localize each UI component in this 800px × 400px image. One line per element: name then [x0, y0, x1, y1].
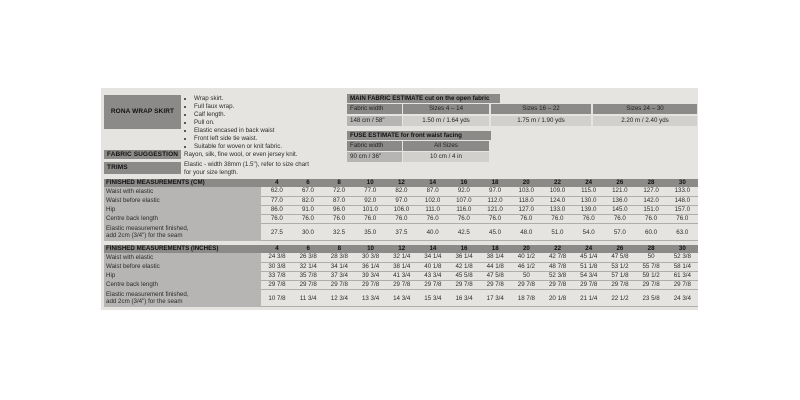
cm-value-cell: 121.0 — [604, 187, 635, 196]
in-value-cell: 58 1/4 — [667, 262, 698, 271]
in-elastic-cell: 10 7/8 — [261, 290, 292, 307]
in-size-header: 6 — [293, 245, 324, 253]
cm-size-header: 18 — [479, 179, 510, 187]
cm-value-cell: 151.0 — [635, 205, 666, 214]
trims-label — [104, 162, 181, 174]
in-value-cell: 38 1/4 — [480, 253, 511, 262]
cm-value-cell: 92.0 — [448, 187, 479, 196]
cm-value-cell: 115.0 — [573, 187, 604, 196]
cm-size-header: 22 — [542, 179, 573, 187]
cm-value-cell: 139.0 — [573, 205, 604, 214]
in-size-header: 10 — [355, 245, 386, 253]
fuse-title: FUSE ESTIMATE for front waist facing — [347, 131, 491, 140]
in-row-label: Waist before elastic — [104, 262, 261, 271]
cm-value-cell: 76.0 — [635, 215, 666, 224]
in-elastic-cell: 17 3/4 — [480, 290, 511, 307]
in-size-header: 20 — [511, 245, 542, 253]
table-row — [104, 253, 698, 262]
cm-elastic-cell: 30.0 — [292, 224, 323, 241]
cm-size-header: 26 — [604, 179, 635, 187]
cm-value-cell: 86.0 — [261, 205, 292, 214]
fabric-suggestion-text: Rayon, silk, fine wool, or even jersey knit. — [184, 151, 298, 158]
cm-value-cell: 76.0 — [292, 215, 323, 224]
main-fabric-width-value: 148 cm / 58" — [347, 116, 402, 126]
cm-value-cell: 97.0 — [479, 187, 510, 196]
in-value-cell: 55 7/8 — [636, 262, 667, 271]
in-value-cell: 29 7/8 — [667, 281, 698, 290]
cm-value-cell: 133.0 — [667, 187, 698, 196]
table-row — [104, 196, 698, 205]
cm-row-label: Waist with elastic — [104, 187, 261, 196]
cm-value-cell: 76.0 — [479, 215, 510, 224]
in-value-cell: 61 3/4 — [667, 271, 698, 280]
in-value-cell: 40 1/2 — [511, 253, 542, 262]
cm-value-cell: 106.0 — [386, 205, 417, 214]
in-size-header: 26 — [604, 245, 635, 253]
cm-value-cell: 124.0 — [542, 196, 573, 205]
size-group-2: Sizes 16 – 22 — [491, 104, 591, 114]
in-value-cell: 39 3/4 — [355, 271, 386, 280]
cm-value-cell: 101.0 — [355, 205, 386, 214]
cm-size-header: 4 — [261, 179, 292, 187]
cm-table-title: FINISHED MEASUREMENTS (CM) — [104, 179, 261, 187]
cm-elastic-cell: 51.0 — [542, 224, 573, 241]
in-value-cell: 28 3/8 — [324, 253, 355, 262]
table-row — [104, 205, 698, 214]
in-elastic-cell: 18 7/8 — [511, 290, 542, 307]
pattern-name: RONA WRAP SKIRT — [110, 108, 175, 115]
fuse-sizes-label: All Sizes — [403, 141, 489, 151]
cm-value-cell: 82.0 — [292, 196, 323, 205]
cm-value-cell: 91.0 — [292, 205, 323, 214]
in-value-cell: 42 1/8 — [448, 262, 479, 271]
fuse-width-value: 90 cm / 36" — [347, 152, 402, 162]
cm-size-header: 20 — [511, 179, 542, 187]
in-elastic-label-line-1: Elastic measurement finished, — [106, 290, 189, 298]
measurements-inches-table — [104, 245, 698, 307]
cm-value-cell: 157.0 — [667, 205, 698, 214]
pattern-name-label — [104, 95, 181, 129]
cm-value-cell: 76.0 — [604, 215, 635, 224]
in-value-cell: 40 1/8 — [417, 262, 448, 271]
in-elastic-label-line-2: add 2cm (3/4") for the seam — [106, 298, 183, 306]
in-value-cell: 29 7/8 — [417, 281, 448, 290]
in-value-cell: 48 7/8 — [542, 262, 573, 271]
cm-value-cell: 76.0 — [573, 215, 604, 224]
in-elastic-cell: 21 1/4 — [573, 290, 604, 307]
cm-value-cell: 77.0 — [261, 196, 292, 205]
cm-value-cell: 87.0 — [417, 187, 448, 196]
cm-value-cell: 136.0 — [604, 196, 635, 205]
cm-size-header: 14 — [417, 179, 448, 187]
cm-elastic-cell: 48.0 — [511, 224, 542, 241]
in-value-cell: 29 7/8 — [511, 281, 542, 290]
feature-item: • Front left side tie waist. — [194, 135, 344, 143]
in-value-cell: 45 5/8 — [448, 271, 479, 280]
in-size-header: 22 — [542, 245, 573, 253]
feature-list — [184, 95, 344, 151]
cm-value-cell: 97.0 — [386, 196, 417, 205]
in-row-label: Waist with elastic — [104, 253, 261, 262]
in-elastic-cell: 14 3/4 — [386, 290, 417, 307]
cm-value-cell: 127.0 — [635, 187, 666, 196]
cm-elastic-cell: 37.5 — [386, 224, 417, 241]
cm-value-cell: 96.0 — [324, 205, 355, 214]
in-elastic-cell: 15 3/4 — [417, 290, 448, 307]
in-value-cell: 29 7/8 — [293, 281, 324, 290]
cm-row-label: Centre back length — [104, 215, 261, 224]
size-group-1: Sizes 4 – 14 — [403, 104, 489, 114]
in-value-cell: 36 1/4 — [448, 253, 479, 262]
in-table-title: FINISHED MEASUREMENTS (INCHES) — [104, 245, 261, 253]
in-value-cell: 29 7/8 — [386, 281, 417, 290]
cm-value-cell: 109.0 — [542, 187, 573, 196]
measurements-cm-table — [104, 179, 698, 241]
in-value-cell: 47 5/8 — [604, 253, 635, 262]
in-value-cell: 44 1/8 — [480, 262, 511, 271]
table-row — [104, 187, 698, 196]
in-value-cell: 32 1/4 — [293, 262, 324, 271]
in-value-cell: 29 7/8 — [448, 281, 479, 290]
in-row-label: Centre back length — [104, 281, 261, 290]
cm-value-cell: 76.0 — [261, 215, 292, 224]
in-elastic-cell: 22 1/2 — [604, 290, 635, 307]
cm-value-cell: 76.0 — [355, 215, 386, 224]
cm-elastic-cell: 40.0 — [417, 224, 448, 241]
in-size-header: 24 — [573, 245, 604, 253]
in-size-header: 4 — [261, 245, 292, 253]
cm-value-cell: 118.0 — [511, 196, 542, 205]
cm-value-cell: 76.0 — [667, 215, 698, 224]
in-value-cell: 32 1/4 — [386, 253, 417, 262]
table-row — [104, 290, 698, 307]
cm-value-cell: 148.0 — [667, 196, 698, 205]
fuse-width-label: Fabric width — [347, 141, 402, 151]
in-elastic-cell: 16 3/4 — [448, 290, 479, 307]
cm-value-cell: 121.0 — [479, 205, 510, 214]
cm-value-cell: 142.0 — [635, 196, 666, 205]
in-value-cell: 41 3/4 — [386, 271, 417, 280]
in-elastic-cell: 24 3/4 — [667, 290, 698, 307]
cm-value-cell: 67.0 — [292, 187, 323, 196]
cm-size-header: 8 — [324, 179, 355, 187]
cm-elastic-cell: 32.5 — [324, 224, 355, 241]
table-row — [104, 262, 698, 271]
table-row — [104, 281, 698, 290]
cm-elastic-label-line-1: Elastic measurement finished, — [106, 224, 189, 232]
in-value-cell: 33 7/8 — [261, 271, 292, 280]
in-value-cell: 57 1/8 — [604, 271, 635, 280]
in-row-label: Hip — [104, 271, 261, 280]
cm-value-cell: 82.0 — [386, 187, 417, 196]
in-value-cell: 29 7/8 — [480, 281, 511, 290]
in-value-cell: 47 5/8 — [480, 271, 511, 280]
main-fabric-title: MAIN FABRIC ESTIMATE cut on the open fabric — [347, 94, 500, 103]
in-value-cell: 51 1/8 — [573, 262, 604, 271]
main-estimate-3: 2.20 m / 2.40 yds — [593, 116, 697, 126]
cm-value-cell: 76.0 — [386, 215, 417, 224]
feature-item: • Elastic encased in back waist — [194, 127, 344, 135]
table-row — [104, 215, 698, 224]
in-value-cell: 46 1/2 — [511, 262, 542, 271]
cm-size-header: 16 — [448, 179, 479, 187]
cm-size-header: 12 — [386, 179, 417, 187]
in-value-cell: 29 7/8 — [324, 281, 355, 290]
cm-value-cell: 102.0 — [417, 196, 448, 205]
in-value-cell: 34 1/4 — [324, 262, 355, 271]
in-value-cell: 35 7/8 — [293, 271, 324, 280]
in-size-header: 28 — [636, 245, 667, 253]
main-fabric-width-label: Fabric width — [347, 104, 402, 114]
cm-size-header: 28 — [635, 179, 666, 187]
cm-size-header: 10 — [355, 179, 386, 187]
in-size-header: 16 — [448, 245, 479, 253]
cm-value-cell: 107.0 — [448, 196, 479, 205]
cm-value-cell: 76.0 — [324, 215, 355, 224]
in-value-cell: 50 — [511, 271, 542, 280]
in-value-cell: 29 7/8 — [604, 281, 635, 290]
in-value-cell: 42 7/8 — [542, 253, 573, 262]
cm-value-cell: 76.0 — [448, 215, 479, 224]
in-value-cell: 26 3/8 — [293, 253, 324, 262]
in-elastic-cell: 11 3/4 — [293, 290, 324, 307]
feature-item: • Pull on. — [194, 119, 344, 127]
cm-value-cell: 76.0 — [511, 215, 542, 224]
main-estimate-1: 1.50 m / 1.64 yds — [403, 116, 489, 126]
cm-elastic-cell: 35.0 — [355, 224, 386, 241]
cm-value-cell: 62.0 — [261, 187, 292, 196]
in-value-cell: 29 7/8 — [355, 281, 386, 290]
cm-row-label: Waist before elastic — [104, 196, 261, 205]
size-chart-sheet — [101, 88, 698, 310]
trims-label-text: TRIMS — [107, 164, 128, 171]
cm-size-header: 6 — [292, 179, 323, 187]
cm-value-cell: 111.0 — [417, 205, 448, 214]
in-value-cell: 59 1/2 — [636, 271, 667, 280]
in-value-cell: 50 — [636, 253, 667, 262]
in-elastic-cell: 20 1/8 — [542, 290, 573, 307]
cm-elastic-cell: 57.0 — [604, 224, 635, 241]
cm-value-cell: 77.0 — [355, 187, 386, 196]
in-size-header: 14 — [417, 245, 448, 253]
cm-size-header: 24 — [573, 179, 604, 187]
cm-elastic-cell: 63.0 — [667, 224, 698, 241]
feature-item: • Wrap skirt. — [194, 95, 344, 103]
in-value-cell: 38 1/4 — [386, 262, 417, 271]
cm-value-cell: 112.0 — [479, 196, 510, 205]
in-value-cell: 52 3/8 — [667, 253, 698, 262]
main-estimate-2: 1.75 m / 1.90 yds — [491, 116, 591, 126]
trims-line-2: for your size length. — [184, 168, 238, 176]
size-group-3: Sizes 24 – 30 — [593, 104, 697, 114]
cm-elastic-label-line-2: add 2cm (3/4") for the seam — [106, 232, 183, 240]
cm-elastic-cell: 60.0 — [635, 224, 666, 241]
cm-elastic-cell: 54.0 — [573, 224, 604, 241]
in-value-cell: 29 7/8 — [542, 281, 573, 290]
fabric-suggestion-label-text: FABRIC SUGGESTION — [107, 151, 179, 158]
cm-elastic-cell: 27.5 — [261, 224, 292, 241]
in-value-cell: 45 1/4 — [573, 253, 604, 262]
trims-line-1: Elastic - width 38mm (1.5"), refer to size chart — [184, 161, 309, 168]
in-elastic-cell: 12 3/4 — [324, 290, 355, 307]
cm-value-cell: 92.0 — [355, 196, 386, 205]
in-value-cell: 29 7/8 — [573, 281, 604, 290]
table-row — [104, 271, 698, 280]
in-value-cell: 37 3/4 — [324, 271, 355, 280]
feature-item: • Suitable for woven or knit fabric. — [194, 143, 344, 151]
cm-value-cell: 72.0 — [324, 187, 355, 196]
in-value-cell: 43 3/4 — [417, 271, 448, 280]
cm-elastic-label — [104, 224, 261, 241]
in-value-cell: 30 3/8 — [261, 262, 292, 271]
in-value-cell: 24 3/8 — [261, 253, 292, 262]
cm-elastic-cell: 42.5 — [448, 224, 479, 241]
table-row — [104, 224, 698, 241]
in-value-cell: 29 7/8 — [261, 281, 292, 290]
cm-value-cell: 87.0 — [324, 196, 355, 205]
in-value-cell: 52 3/8 — [542, 271, 573, 280]
in-size-header: 8 — [324, 245, 355, 253]
in-value-cell: 54 3/4 — [573, 271, 604, 280]
fuse-estimate — [347, 131, 497, 141]
feature-item: • Calf length. — [194, 111, 344, 119]
cm-value-cell: 130.0 — [573, 196, 604, 205]
in-size-header: 12 — [386, 245, 417, 253]
cm-value-cell: 76.0 — [542, 215, 573, 224]
in-value-cell: 29 7/8 — [636, 281, 667, 290]
in-value-cell: 34 1/4 — [417, 253, 448, 262]
fuse-estimate-value: 10 cm / 4 in — [403, 152, 489, 162]
in-value-cell: 30 3/8 — [355, 253, 386, 262]
in-elastic-label — [104, 290, 261, 307]
in-size-header: 30 — [667, 245, 698, 253]
in-value-cell: 53 1/2 — [604, 262, 635, 271]
cm-value-cell: 127.0 — [511, 205, 542, 214]
cm-size-header: 30 — [667, 179, 698, 187]
in-elastic-cell: 13 3/4 — [355, 290, 386, 307]
in-value-cell: 36 1/4 — [355, 262, 386, 271]
cm-row-label: Hip — [104, 205, 261, 214]
cm-elastic-cell: 45.0 — [479, 224, 510, 241]
cm-value-cell: 103.0 — [511, 187, 542, 196]
fabric-suggestion-label — [104, 150, 181, 159]
in-elastic-cell: 23 5/8 — [636, 290, 667, 307]
trims-text — [184, 161, 309, 176]
feature-item: • Full faux wrap. — [194, 103, 344, 111]
cm-value-cell: 133.0 — [542, 205, 573, 214]
cm-value-cell: 145.0 — [604, 205, 635, 214]
in-size-header: 18 — [480, 245, 511, 253]
cm-value-cell: 76.0 — [417, 215, 448, 224]
cm-value-cell: 116.0 — [448, 205, 479, 214]
